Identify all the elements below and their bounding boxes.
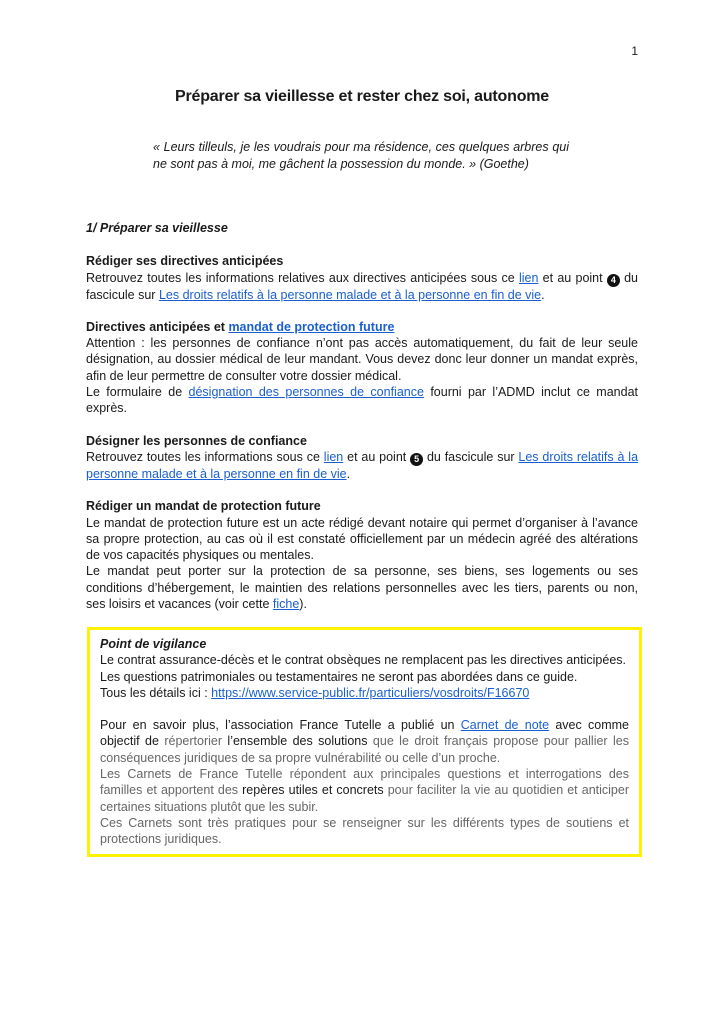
carnet-text-dark2: l’ensemble des solutions <box>227 734 368 749</box>
spacer <box>100 701 629 717</box>
directives-fascicule-link[interactable]: Les droits relatifs à la personne malade et à la personne en fin de vie <box>158 287 542 302</box>
confiance-text <box>86 449 638 482</box>
service-public-link[interactable]: https://www.service-public.fr/particuliers/vosdroits/F16670 <box>211 685 530 700</box>
carnet-de-note-link[interactable]: Carnet de note <box>460 718 550 733</box>
carnet-text-after: avec comme objectif de <box>100 718 629 749</box>
carnets-text-dark: repères utiles et concrets <box>242 783 384 798</box>
directives-text-middle: et au point <box>538 270 607 285</box>
protection-para2-after: ). <box>299 597 307 612</box>
main-content <box>86 220 638 628</box>
vigilance-line3 <box>100 685 629 701</box>
directives-text-after: du fascicule sur <box>86 270 638 302</box>
carnet-text-grey1: répertorier <box>164 734 228 749</box>
confiance-fascicule-link[interactable]: Les droits relatifs à la personne malade et à la personne en fin de vie <box>86 449 639 481</box>
confiance-lien-link[interactable]: lien <box>323 449 344 464</box>
mandat-para2 <box>86 384 638 417</box>
fiche-link[interactable]: fiche <box>272 597 300 612</box>
directives-section <box>86 253 638 303</box>
epigraph-quote: « Leurs tilleuls, je les voudrais pour ma résidence, ces quelques arbres qui ne sont pas à moi, me gâchent la possession du monde. » (Goethe) <box>153 140 569 171</box>
page-title: Préparer sa vieillesse et rester chez soi, autonome <box>175 88 549 105</box>
directives-text-end: . <box>541 287 545 302</box>
designation-confiance-link[interactable]: désignation des personnes de confiance <box>188 385 424 400</box>
protection-para2 <box>86 563 638 612</box>
protection-para2-before: Le mandat peut porter sur la protection de sa personne, ses biens, ses logements ou ses conditions d’hébergement, le maintien des relations personnelles avec les tiers, parents ou non, ses loisirs et vacances (voir cette <box>86 564 638 612</box>
mandat-heading-text: Directives anticipées et <box>86 319 229 334</box>
confiance-text-before: Retrouvez toutes les informations sous ce <box>86 449 324 464</box>
vigilance-para-pratiques: Ces Carnets sont très pratiques pour se renseigner sur les différents types de soutiens et protections juridiques. <box>100 815 629 847</box>
carnet-text-before: Pour en savoir plus, l’association France Tutelle a publié un <box>100 718 461 733</box>
vigilance-title: Point de vigilance <box>100 637 207 651</box>
vigilance-box <box>87 627 642 857</box>
protection-heading: Rédiger un mandat de protection future <box>86 499 321 514</box>
section-title: 1/ Préparer sa vieillesse <box>86 221 228 235</box>
vigilance-para-carnets <box>100 766 629 815</box>
carnet-text-grey2: que le droit français propose pour pallier les conséquences juridiques de sa propre vulnérabilité ou celle d’un proche. <box>100 734 629 765</box>
directives-text <box>86 270 638 303</box>
protection-para1: Le mandat de protection future est un acte rédigé devant notaire qui permet d’organiser à l’avance sa propre protection, au cas où il est constaté officiellement par un médecin agréé des altérations de vos capacités physiques ou mentales. <box>86 515 638 563</box>
confiance-section <box>86 433 638 483</box>
confiance-text-middle: et au point <box>343 449 411 464</box>
confiance-text-after: du fascicule sur <box>423 449 519 464</box>
confiance-text-end: . <box>346 466 351 481</box>
mandat-para1: Attention : les personnes de confiance n’ont pas accès automatiquement, du fait de leur seule désignation, au dossier médical de leur mandant. Vous devez donc leur donner un mandat exprès, afin de leur permettre de consulter votre dossier médical. <box>86 336 638 383</box>
vigilance-line1: Le contrat assurance-décès et le contrat obsèques ne remplacent pas les directives anticipées. <box>100 653 626 668</box>
mandat-heading <box>86 319 638 335</box>
directives-heading: Rédiger ses directives anticipées <box>86 254 284 269</box>
directives-text-before: Retrouvez toutes les informations relatives aux directives anticipées sous ce <box>86 270 519 285</box>
vigilance-para-carnet <box>100 717 629 766</box>
point-4-badge: 4 <box>607 274 620 287</box>
mandat-protection-link[interactable]: mandat de protection future <box>228 319 395 334</box>
point-5-badge: 5 <box>410 453 423 466</box>
vigilance-line2: Les questions patrimoniales ou testamentaires ne seront pas abordées dans ce guide. <box>100 669 578 684</box>
carnets-text-before: Les Carnets de France Tutelle répondent aux principales questions et interrogations des familles et apportent des <box>100 767 629 798</box>
directives-lien-link[interactable]: lien <box>518 270 539 285</box>
protection-section <box>86 498 638 612</box>
mandat-para2-before: Le formulaire de <box>86 385 189 400</box>
carnets-text-after: pour faciliter la vie au quotidien et anticiper certaines situations plutôt que les subir. <box>100 783 629 814</box>
mandat-section <box>86 319 638 417</box>
confiance-heading: Désigner les personnes de confiance <box>86 433 307 448</box>
vigilance-line3-before: Tous les détails ici : <box>100 685 212 700</box>
page-number: 1 <box>631 44 638 58</box>
mandat-para2-after: fourni par l’ADMD inclut ce mandat exprès. <box>86 385 638 416</box>
